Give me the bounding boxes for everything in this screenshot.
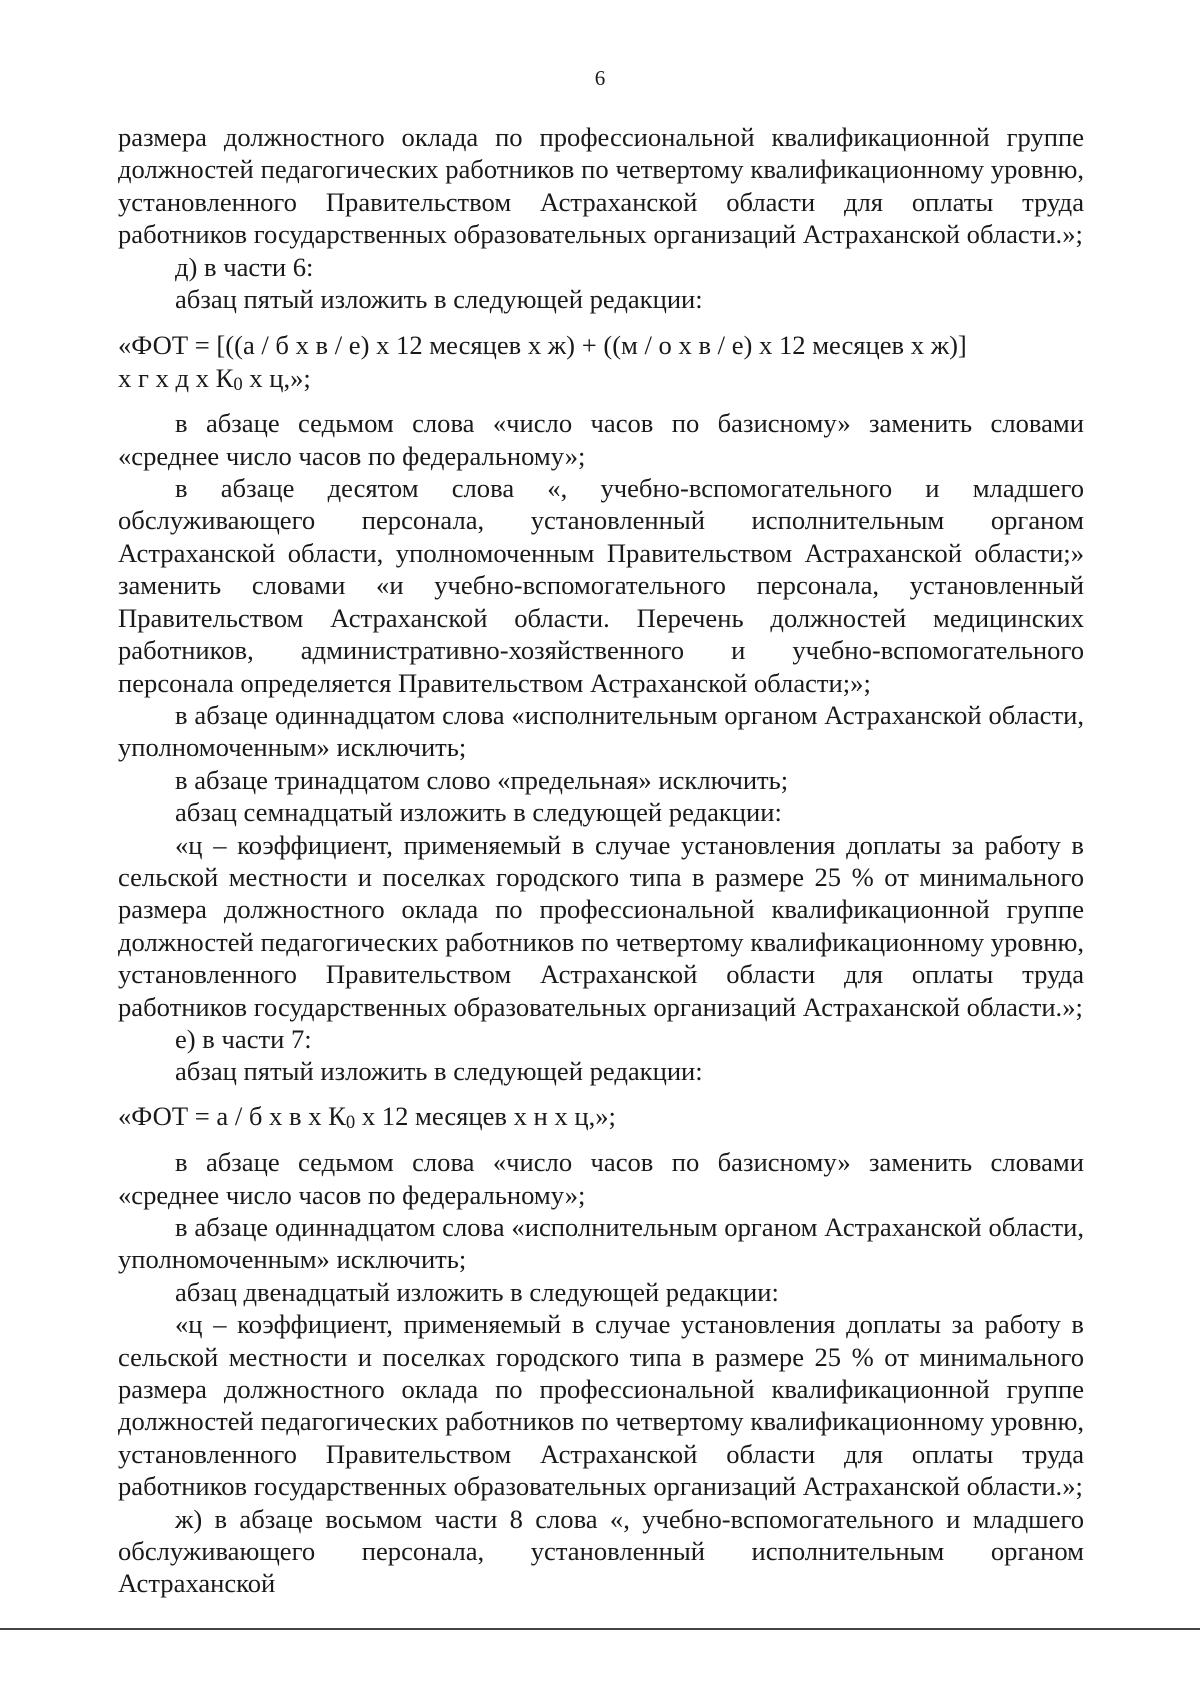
document-body — [118, 121, 1084, 1600]
formula-text: х ц,»; — [242, 362, 311, 393]
paragraph: «ц – коэффициент, применяемый в случае установления доплаты за работу в сельской местности и поселках городского типа в размере 25 % от минимального размера должностного оклада по профессиональной квалификационной группе должностей педагогических работников по четвертому квалификационному уровню, установленного Правительством Астраханской области для оплаты труда работников государственных образовательных организаций Астраханской области.»; — [118, 829, 1084, 1022]
paragraph: в абзаце седьмом слова «число часов по базисному» заменить словами «среднее число часов по федеральному»; — [118, 1147, 1084, 1210]
paragraph: абзац двенадцатый изложить в следующей редакции: — [175, 1276, 779, 1307]
paragraph: в абзаце одиннадцатом слова «исполнительным органом Астраханской области, уполномоченным» исключить; — [118, 1212, 1084, 1275]
paragraph: д) в части 6: — [175, 251, 314, 282]
paragraph: ж) в абзаце восьмом части 8 слова «, учебно-вспомогательного и младшего обслуживающего персонала, установленный исполнительным органом Астраханской — [118, 1503, 1084, 1599]
formula-text: х г х д х К — [118, 362, 234, 393]
page-bottom-divider — [0, 1628, 1200, 1630]
paragraph: в абзаце тринадцатом слово «предельная» исключить; — [175, 764, 789, 795]
formula-line — [118, 1100, 1084, 1132]
paragraph: размера должностного оклада по профессиональной квалификационной группе должностей педагогических работников по четвертому квалификационному уровню, установленного Правительством Астраханской области для оплаты труда работников государственных образовательных организаций Астраханской области.»; — [118, 122, 1084, 250]
paragraph: в абзаце седьмом слова «число часов по базисному» заменить словами «среднее число часов по федеральному»; — [118, 408, 1084, 471]
formula-text: х 12 месяцев х н х ц,»; — [355, 1100, 616, 1131]
formula-fot-part-6 — [118, 329, 1084, 394]
formula-fot-part-7 — [118, 1100, 1084, 1132]
page-number: 6 — [594, 66, 606, 90]
formula-line — [118, 362, 1084, 394]
formula-text: «ФОТ = а / б х в х К — [118, 1100, 346, 1131]
paragraph: абзац пятый изложить в следующей редакции: — [175, 284, 703, 315]
formula-line: «ФОТ = [((а / б х в / е) х 12 месяцев х ж) + ((м / о х в / е) х 12 месяцев х ж)] — [118, 330, 967, 361]
formula-subscript: 0 — [345, 1111, 356, 1133]
paragraph: «ц – коэффициент, применяемый в случае установления доплаты за работу в сельской местности и поселках городского типа в размере 25 % от минимального размера должностного оклада по профессиональной квалификационной группе должностей педагогических работников по четвертому квалификационному уровню, установленного Правительством Астраханской области для оплаты труда работников государственных образовательных организаций Астраханской области.»; — [118, 1309, 1084, 1502]
paragraph: в абзаце десятом слова «, учебно-вспомогательного и младшего обслуживающего персонала, установленный исполнительным органом Астраханской области, уполномоченным Правительством Астраханской области;» заменить словами «и учебно-вспомогательного персонала, установленный Правительством Астраханской области. Перечень должностей медицинских работников, административно-хозяйственного и учебно-вспомогательного персонала определяется Правительством Астраханской области;»; — [118, 473, 1084, 698]
paragraph: в абзаце одиннадцатом слова «исполнительным органом Астраханской области, уполномоченным» исключить; — [118, 699, 1084, 763]
paragraph: абзац пятый изложить в следующей редакции: — [175, 1056, 703, 1087]
paragraph: е) в части 7: — [175, 1023, 312, 1054]
formula-subscript: 0 — [233, 373, 243, 395]
paragraph: абзац семнадцатый изложить в следующей редакции: — [175, 797, 782, 828]
